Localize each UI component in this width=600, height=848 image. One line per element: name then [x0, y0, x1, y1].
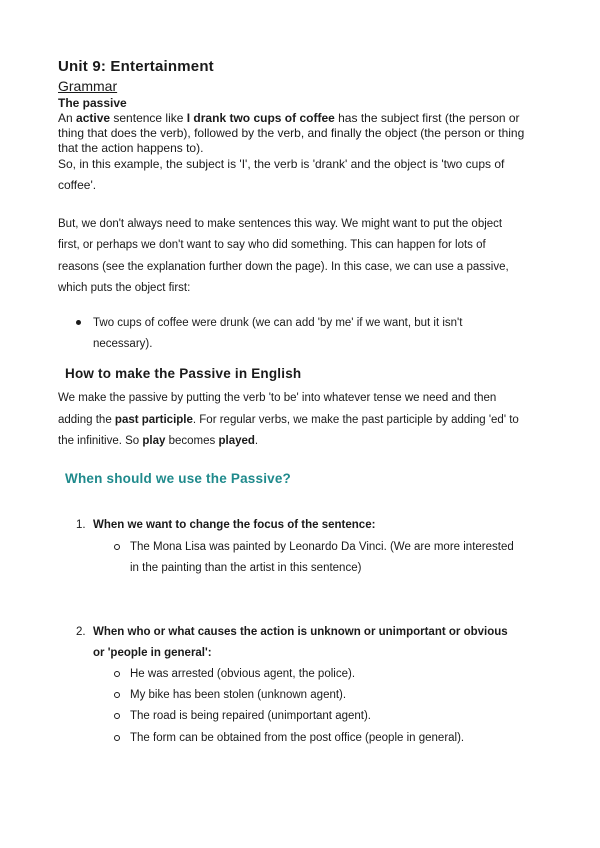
circle-bullet-icon [114, 713, 120, 719]
paragraph-line: reasons (see the explanation further down the page). In this case, we can use a passive, [58, 261, 509, 273]
paragraph-line: the infinitive. So play becomes played. [58, 435, 259, 447]
list-item-label: or 'people in general': [93, 647, 212, 659]
paragraph-line: that the action happens to). [58, 141, 204, 155]
paragraph-line: first, or perhaps we don't want to say who did something. This can happen for lots of [58, 239, 486, 251]
page-title: Unit 9: Entertainment [58, 58, 214, 75]
paragraph-line: We make the passive by putting the verb 'to be' into whatever tense we need and then [58, 392, 497, 404]
section-heading-when: When should we use the Passive? [65, 471, 292, 486]
paragraph-line: which puts the object first: [58, 282, 191, 294]
sub-list-item: The road is being repaired (unimportant agent). [130, 710, 372, 722]
section-heading-how-to: How to make the Passive in English [65, 366, 302, 381]
list-number: 1. [76, 519, 86, 531]
sub-list-item: My bike has been stolen (unknown agent). [130, 689, 347, 701]
bullet-dot-icon [76, 320, 81, 325]
list-number: 2. [76, 626, 86, 638]
paragraph-line: coffee'. [58, 178, 97, 192]
paragraph-line: An active sentence like I drank two cups of coffee has the subject first (the person or [58, 111, 520, 125]
list-item-label: When we want to change the focus of the sentence: [93, 519, 376, 531]
list-item-label: When who or what causes the action is unknown or unimportant or obvious [93, 626, 508, 638]
circle-bullet-icon [114, 671, 120, 677]
paragraph-line: So, in this example, the subject is 'I', the verb is 'drank' and the object is 'two cups of [58, 157, 505, 171]
paragraph-line: thing that does the verb), followed by the verb, and finally the object (the person or thing [58, 126, 525, 140]
sub-list-item: He was arrested (obvious agent, the police). [130, 668, 356, 680]
bullet-item: necessary). [93, 338, 153, 350]
subtitle-grammar: Grammar [58, 78, 118, 94]
circle-bullet-icon [114, 692, 120, 698]
sub-list-item: in the painting than the artist in this sentence) [130, 562, 362, 574]
circle-bullet-icon [114, 735, 120, 741]
paragraph-line: adding the past participle. For regular verbs, we make the past participle by adding 'ed' to [58, 414, 519, 426]
bullet-item: Two cups of coffee were drunk (we can add 'by me' if we want, but it isn't [93, 317, 463, 329]
paragraph-line: But, we don't always need to make sentences this way. We might want to put the object [58, 218, 503, 230]
section-heading-passive: The passive [58, 96, 127, 110]
sub-list-item: The form can be obtained from the post office (people in general). [130, 732, 465, 744]
circle-bullet-icon [114, 544, 120, 550]
sub-list-item: The Mona Lisa was painted by Leonardo Da Vinci. (We are more interested [130, 541, 514, 553]
